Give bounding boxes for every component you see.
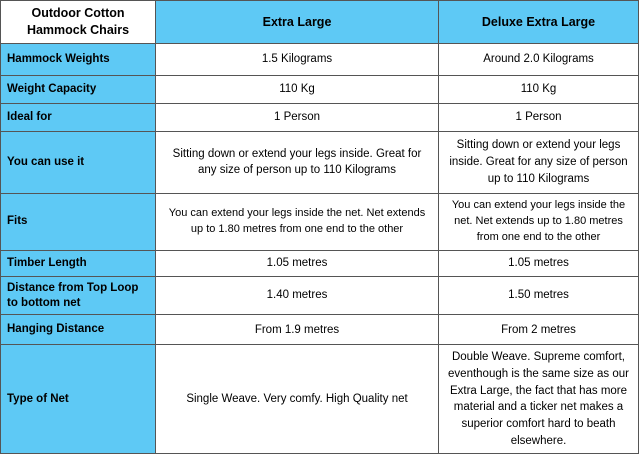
row-label: Fits xyxy=(1,193,156,250)
table-cell: Double Weave. Supreme comfort, eventhough is the same size as our Extra Large, the fact that has more material and a ticker net makes a superior comfort hard to beath elsewhere. xyxy=(439,345,639,454)
column-header-extra-large: Extra Large xyxy=(156,1,439,44)
table-row xyxy=(1,103,639,131)
table-cell: 1.50 metres xyxy=(439,276,639,315)
table-row xyxy=(1,345,639,454)
table-cell: From 2 metres xyxy=(439,315,639,345)
table-row xyxy=(1,131,639,193)
table-cell: Single Weave. Very comfy. High Quality net xyxy=(156,345,439,454)
row-label: Ideal for xyxy=(1,103,156,131)
table-cell: 1.05 metres xyxy=(439,250,639,276)
table-cell: 1 Person xyxy=(439,103,639,131)
row-label: Timber Length xyxy=(1,250,156,276)
row-label: Hanging Distance xyxy=(1,315,156,345)
table-row xyxy=(1,276,639,315)
table-cell: Sitting down or extend your legs inside. Great for any size of person up to 110 Kilograms xyxy=(156,131,439,193)
table-row xyxy=(1,193,639,250)
table-cell: You can extend your legs inside the net. Net extends up to 1.80 metres from one end to the other xyxy=(439,193,639,250)
row-label: Type of Net xyxy=(1,345,156,454)
row-label: Distance from Top Loop to bottom net xyxy=(1,276,156,315)
table-cell: You can extend your legs inside the net. Net extends up to 1.80 metres from one end to the other xyxy=(156,193,439,250)
table-row xyxy=(1,250,639,276)
table-row xyxy=(1,75,639,103)
row-label: You can use it xyxy=(1,131,156,193)
table-header-row xyxy=(1,1,639,44)
column-header-deluxe-extra-large: Deluxe Extra Large xyxy=(439,1,639,44)
table-cell: 110 Kg xyxy=(156,75,439,103)
table-row xyxy=(1,43,639,75)
table-cell: Around 2.0 Kilograms xyxy=(439,43,639,75)
row-label: Weight Capacity xyxy=(1,75,156,103)
table-cell: Sitting down or extend your legs inside. Great for any size of person up to 110 Kilograms xyxy=(439,131,639,193)
table-row xyxy=(1,315,639,345)
table-cell: From 1.9 metres xyxy=(156,315,439,345)
table-cell: 1.40 metres xyxy=(156,276,439,315)
table-cell: 1.05 metres xyxy=(156,250,439,276)
table-cell: 1 Person xyxy=(156,103,439,131)
table-corner-label: Outdoor Cotton Hammock Chairs xyxy=(1,1,156,44)
row-label: Hammock Weights xyxy=(1,43,156,75)
table-cell: 1.5 Kilograms xyxy=(156,43,439,75)
table-cell: 110 Kg xyxy=(439,75,639,103)
